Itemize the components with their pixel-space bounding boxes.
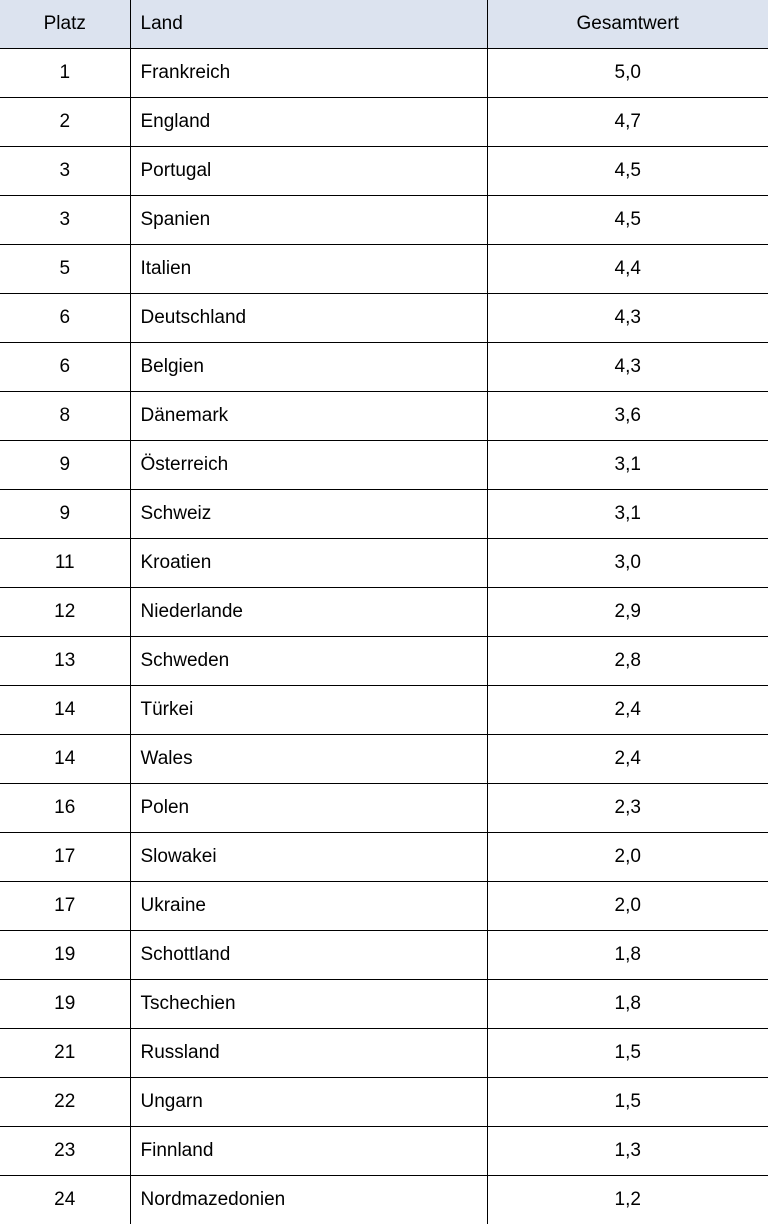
- table-row: [0, 245, 768, 294]
- cell-land: Belgien: [130, 343, 487, 392]
- cell-value: 3,1: [487, 490, 768, 539]
- cell-value: 4,3: [487, 294, 768, 343]
- cell-value: 3,0: [487, 539, 768, 588]
- cell-rank: 19: [0, 980, 130, 1029]
- table-row: [0, 980, 768, 1029]
- cell-land: Schottland: [130, 931, 487, 980]
- cell-rank: 3: [0, 196, 130, 245]
- column-header-value: Gesamtwert: [487, 0, 768, 49]
- table-row: [0, 441, 768, 490]
- cell-value: 1,5: [487, 1029, 768, 1078]
- cell-value: 5,0: [487, 49, 768, 98]
- cell-value: 2,9: [487, 588, 768, 637]
- cell-rank: 3: [0, 147, 130, 196]
- cell-rank: 19: [0, 931, 130, 980]
- cell-rank: 5: [0, 245, 130, 294]
- cell-land: Russland: [130, 1029, 487, 1078]
- table-row: [0, 539, 768, 588]
- cell-value: 3,1: [487, 441, 768, 490]
- cell-land: Ungarn: [130, 1078, 487, 1127]
- table-row: [0, 833, 768, 882]
- cell-land: Deutschland: [130, 294, 487, 343]
- cell-rank: 8: [0, 392, 130, 441]
- cell-rank: 6: [0, 343, 130, 392]
- table-row: [0, 784, 768, 833]
- cell-value: 1,5: [487, 1078, 768, 1127]
- cell-land: England: [130, 98, 487, 147]
- table-row: [0, 98, 768, 147]
- cell-land: Polen: [130, 784, 487, 833]
- table-row: [0, 147, 768, 196]
- cell-value: 3,6: [487, 392, 768, 441]
- table-row: [0, 637, 768, 686]
- cell-value: 4,4: [487, 245, 768, 294]
- cell-rank: 16: [0, 784, 130, 833]
- cell-rank: 2: [0, 98, 130, 147]
- table-row: [0, 392, 768, 441]
- cell-land: Spanien: [130, 196, 487, 245]
- cell-land: Ukraine: [130, 882, 487, 931]
- cell-land: Schweiz: [130, 490, 487, 539]
- cell-land: Schweden: [130, 637, 487, 686]
- cell-land: Italien: [130, 245, 487, 294]
- table-row: [0, 343, 768, 392]
- table-row: [0, 1029, 768, 1078]
- cell-value: 1,3: [487, 1127, 768, 1176]
- cell-value: 2,8: [487, 637, 768, 686]
- cell-rank: 24: [0, 1176, 130, 1224]
- cell-value: 2,0: [487, 882, 768, 931]
- cell-land: Nordmazedonien: [130, 1176, 487, 1224]
- cell-value: 1,8: [487, 931, 768, 980]
- table-row: [0, 931, 768, 980]
- cell-value: 4,7: [487, 98, 768, 147]
- cell-land: Dänemark: [130, 392, 487, 441]
- cell-value: 2,3: [487, 784, 768, 833]
- cell-value: 4,5: [487, 147, 768, 196]
- table-row: [0, 490, 768, 539]
- table-row: [0, 1078, 768, 1127]
- table-row: [0, 1176, 768, 1224]
- cell-rank: 1: [0, 49, 130, 98]
- cell-rank: 17: [0, 833, 130, 882]
- cell-land: Tschechien: [130, 980, 487, 1029]
- cell-rank: 14: [0, 686, 130, 735]
- cell-value: 4,3: [487, 343, 768, 392]
- cell-rank: 23: [0, 1127, 130, 1176]
- cell-rank: 17: [0, 882, 130, 931]
- cell-land: Kroatien: [130, 539, 487, 588]
- table-row: [0, 1127, 768, 1176]
- cell-value: 2,4: [487, 735, 768, 784]
- cell-land: Österreich: [130, 441, 487, 490]
- cell-land: Slowakei: [130, 833, 487, 882]
- column-header-rank: Platz: [0, 0, 130, 49]
- cell-value: 4,5: [487, 196, 768, 245]
- cell-land: Finnland: [130, 1127, 487, 1176]
- cell-rank: 12: [0, 588, 130, 637]
- cell-value: 1,8: [487, 980, 768, 1029]
- table-row: [0, 686, 768, 735]
- table-body: [0, 49, 768, 1224]
- cell-value: 2,0: [487, 833, 768, 882]
- table-row: [0, 588, 768, 637]
- table-row: [0, 882, 768, 931]
- cell-rank: 9: [0, 441, 130, 490]
- cell-rank: 9: [0, 490, 130, 539]
- cell-land: Portugal: [130, 147, 487, 196]
- table-header: [0, 0, 768, 49]
- cell-rank: 11: [0, 539, 130, 588]
- cell-land: Wales: [130, 735, 487, 784]
- cell-land: Frankreich: [130, 49, 487, 98]
- cell-land: Türkei: [130, 686, 487, 735]
- cell-value: 1,2: [487, 1176, 768, 1224]
- cell-rank: 14: [0, 735, 130, 784]
- cell-value: 2,4: [487, 686, 768, 735]
- cell-rank: 13: [0, 637, 130, 686]
- cell-rank: 21: [0, 1029, 130, 1078]
- table-row: [0, 49, 768, 98]
- cell-land: Niederlande: [130, 588, 487, 637]
- table-row: [0, 196, 768, 245]
- cell-rank: 6: [0, 294, 130, 343]
- table-header-row: [0, 0, 768, 49]
- column-header-land: Land: [130, 0, 487, 49]
- table-row: [0, 735, 768, 784]
- cell-rank: 22: [0, 1078, 130, 1127]
- table-row: [0, 294, 768, 343]
